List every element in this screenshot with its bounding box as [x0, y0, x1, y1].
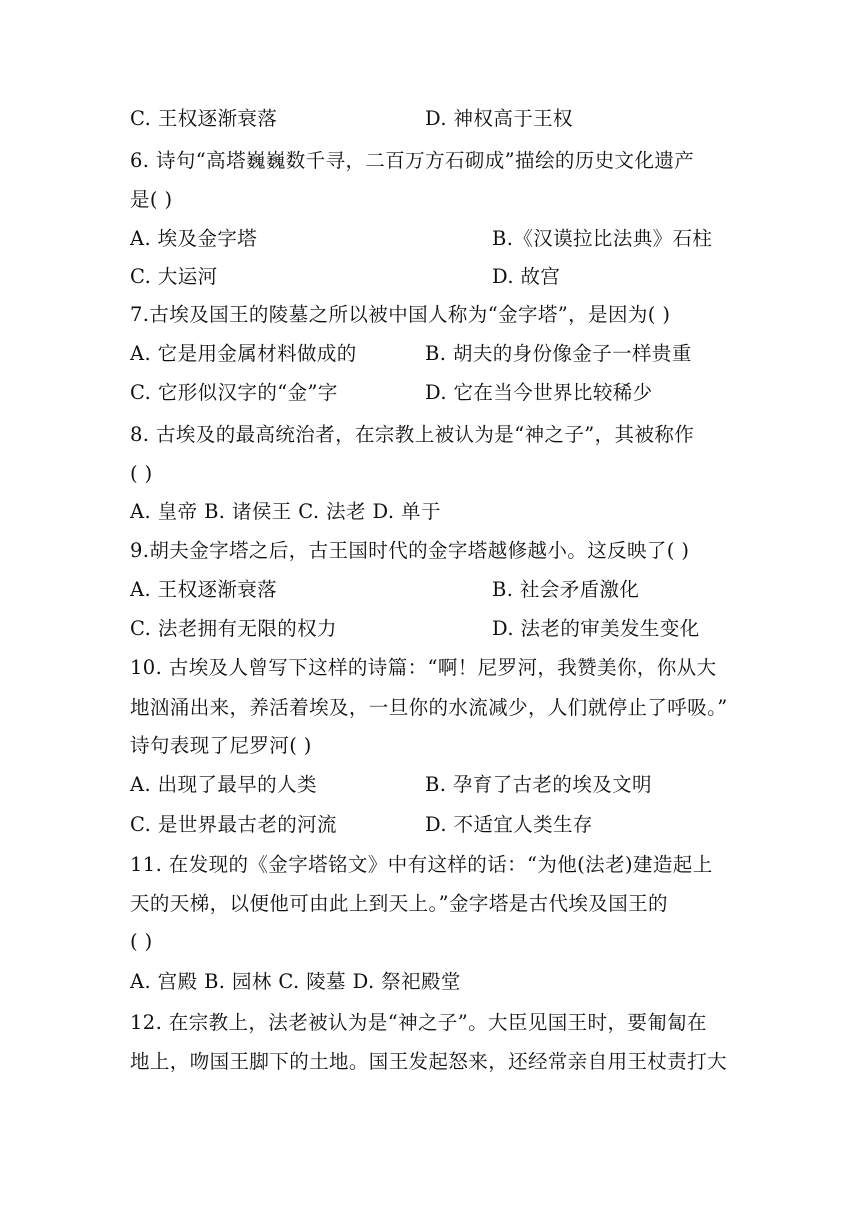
q10-option-a: A. 出现了最早的人类 [130, 773, 317, 796]
q8-options: A. 皇帝 B. 诸侯王 C. 法老 D. 单于 [130, 500, 441, 523]
q9-option-c: C. 法老拥有无限的权力 [130, 617, 337, 640]
q10-stem-line1: 10. 古埃及人曾写下这样的诗篇：“啊！尼罗河，我赞美你，你从大 [130, 656, 717, 679]
q12-stem-line2: 地上，吻国王脚下的土地。国王发起怒来，还经常亲自用王杖责打大 [130, 1050, 728, 1073]
q10-option-c: C. 是世界最古老的河流 [130, 813, 337, 836]
q12-stem-line1: 12. 在宗教上，法老被认为是“神之子”。大臣见国王时，要匍匐在 [130, 1011, 707, 1034]
q11-stem-line2: 天的天梯，以便他可由此上到天上。”金字塔是古代埃及国王的 [130, 892, 668, 915]
q6-option-a: A. 埃及金字塔 [130, 227, 258, 250]
q6-option-c: C. 大运河 [130, 265, 218, 288]
q10-option-b: B. 孕育了古老的埃及文明 [425, 773, 652, 796]
q6-stem-line1: 6. 诗句“高塔巍巍数千寻，二百万方石砌成”描绘的历史文化遗产 [130, 149, 695, 172]
q9-option-b: B. 社会矛盾激化 [492, 578, 640, 601]
q5-option-d: D. 神权高于王权 [425, 107, 573, 130]
q7-option-a: A. 它是用金属材料做成的 [130, 342, 357, 365]
q7-option-d: D. 它在当今世界比较稀少 [425, 381, 653, 404]
q9-option-a: A. 王权逐渐衰落 [130, 578, 278, 601]
q7-stem-line1: 7.古埃及国王的陵墓之所以被中国人称为“金字塔”，是因为( ) [130, 303, 671, 326]
q7-option-c: C. 它形似汉字的“金”字 [130, 381, 338, 404]
q7-option-b: B. 胡夫的身份像金子一样贵重 [425, 342, 692, 365]
q8-stem-line2: ( ) [130, 462, 153, 485]
q10-option-d: D. 不适宜人类生存 [425, 813, 593, 836]
q9-option-d: D. 法老的审美发生变化 [492, 617, 700, 640]
q5-option-c: C. 王权逐渐衰落 [130, 107, 278, 130]
q11-stem-line3: ( ) [130, 930, 153, 953]
q11-stem-line1: 11. 在发现的《金字塔铭文》中有这样的话：“为他(法老)建造起上 [130, 853, 713, 876]
q11-options: A. 宫殿 B. 园林 C. 陵墓 D. 祭祀殿堂 [130, 970, 461, 993]
q6-stem-line2: 是( ) [130, 188, 173, 211]
q6-option-b: B.《汉谟拉比法典》石柱 [492, 227, 713, 250]
q6-option-d: D. 故宫 [492, 265, 561, 288]
q8-stem-line1: 8. 古埃及的最高统治者，在宗教上被认为是“神之子”，其被称作 [130, 423, 695, 446]
q9-stem-line1: 9.胡夫金字塔之后，古王国时代的金字塔越修越小。这反映了( ) [130, 539, 690, 562]
q10-stem-line2: 地汹涌出来，养活着埃及，一旦你的水流减少，人们就停止了呼吸。” [130, 696, 728, 719]
q10-stem-line3: 诗句表现了尼罗河( ) [130, 734, 312, 757]
